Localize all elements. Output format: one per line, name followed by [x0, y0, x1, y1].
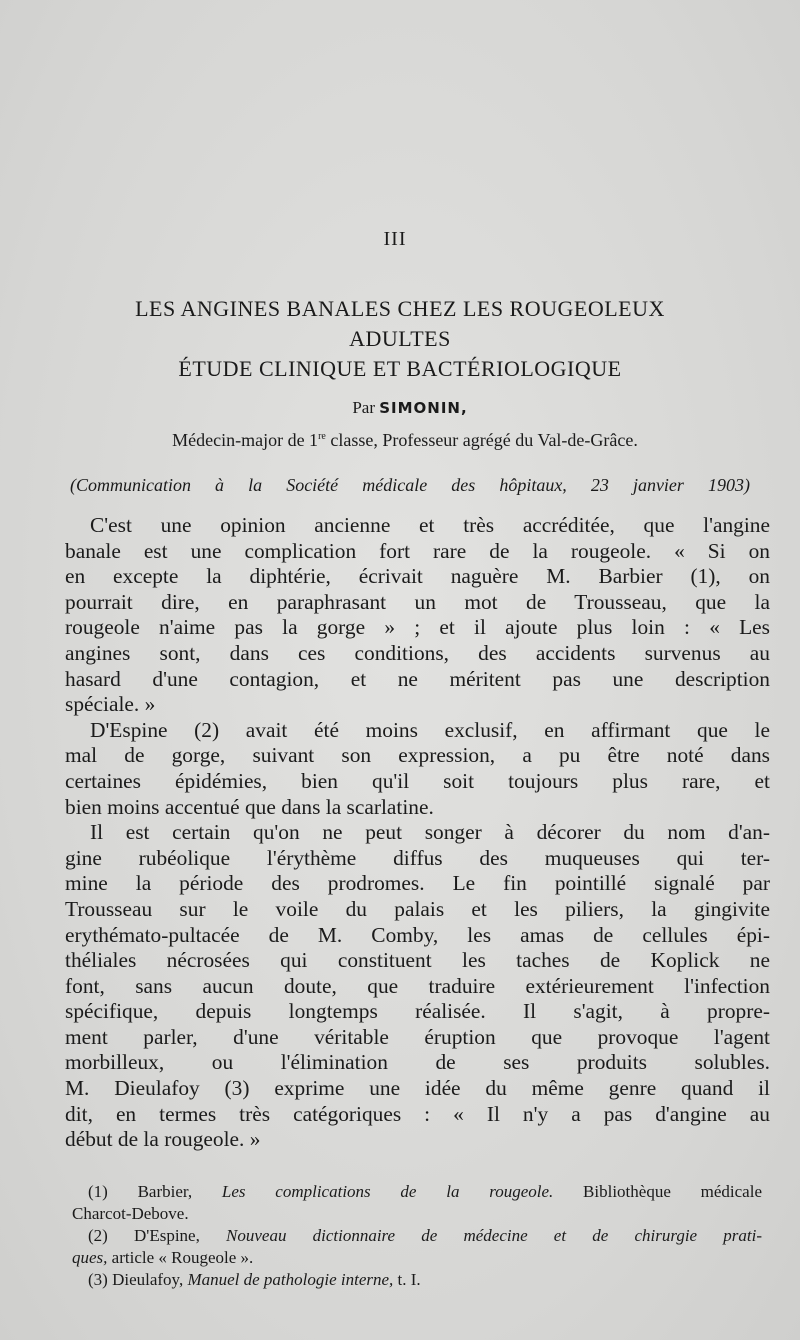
footnote-1-title: Les complications de la rougeole.: [221, 1182, 554, 1201]
footnote-2-source: article « Rougeole ».: [107, 1248, 254, 1267]
text-line: mine la période des prodromes. Le fin pointillé signalé par: [65, 871, 770, 896]
author-name: SIMONIN,: [379, 399, 468, 417]
text-line: ment parler, d'une véritable éruption que provoque l'agent: [65, 1024, 770, 1049]
text-line: hasard d'une contagion, et ne méritent pas une description: [65, 666, 770, 691]
title-line-1: LES ANGINES BANALES CHEZ LES ROUGEOLEUX: [135, 296, 665, 321]
text-line: C'est une opinion ancienne et très accréditée, que l'angine: [90, 513, 770, 537]
author-affiliation: [60, 430, 750, 451]
text-line: bien moins accentué que dans la scarlatine.: [65, 794, 434, 819]
text-line: Il est certain qu'on ne peut songer à décorer du nom d'an-: [90, 820, 770, 845]
affiliation-pre: Médecin-major de 1: [172, 430, 319, 450]
footnote-1-cont: Charcot-Debove.: [72, 1204, 189, 1223]
text-line: rougeole n'aime pas la gorge » ; et il ajoute plus loin : « Les: [65, 615, 770, 640]
text-line: morbilleux, ou l'élimination de ses produits solubles.: [65, 1050, 770, 1075]
text-line: erythémato-pultacée de M. Comby, les amas de cellules épi-: [65, 922, 770, 947]
text-line: en excepte la diphtérie, écrivait naguère M. Barbier (1), on: [65, 564, 770, 589]
title-line-2: ADULTES: [349, 326, 451, 351]
footnote-2-author: (2) D'Espine,: [88, 1226, 227, 1245]
footnote-1: [72, 1181, 762, 1203]
text-line: mal de gorge, suivant son expression, a pu être noté dans: [65, 743, 770, 768]
title-line-3: ÉTUDE CLINIQUE ET BACTÉRIOLOGIQUE: [178, 356, 622, 381]
text-line: théliales nécrosées qui constituent les taches de Koplick ne: [65, 948, 770, 973]
footnote-2-title-cont: ques,: [72, 1248, 108, 1267]
footnote-3-source: t. I.: [393, 1270, 421, 1289]
footnotes: [72, 1181, 762, 1291]
footnote-2-cont: [72, 1247, 762, 1269]
footnote-3: [72, 1269, 762, 1291]
text-line: D'Espine (2) avait été moins exclusif, en affirmant que le: [90, 717, 770, 742]
text-line: spécifique, depuis longtemps réalisée. Il s'agit, à propre-: [65, 999, 770, 1024]
text-line: angines sont, dans ces conditions, des accidents survenus au: [65, 640, 770, 665]
text-line: certaines épidémies, bien qu'il soit toujours plus rare, et: [65, 768, 770, 793]
footnote-2: [72, 1225, 762, 1247]
affiliation-post: classe, Professeur agrégé du Val-de-Grâce.: [325, 430, 638, 450]
body-text: [65, 513, 770, 1153]
affiliation-sup: re: [318, 431, 326, 442]
footnote-1-source: Bibliothèque médicale: [553, 1182, 762, 1201]
byline-prefix: Par: [352, 398, 375, 417]
communication-note: (Communication à la Société médicale des hôpitaux, 23 janvier 1903): [70, 475, 750, 495]
byline: [0, 398, 800, 418]
text-line: M. Dieulafoy (3) exprime une idée du même genre quand il: [65, 1076, 770, 1101]
footnote-3-author: (3) Dieulafoy,: [88, 1270, 188, 1289]
text-line: dit, en termes très catégoriques : « Il n'y a pas d'angine au: [65, 1101, 770, 1126]
footnote-1-author: (1) Barbier,: [88, 1182, 222, 1201]
text-line: gine rubéolique l'érythème diffus des muqueuses qui ter-: [65, 845, 770, 870]
text-line: début de la rougeole. »: [65, 1127, 261, 1152]
text-line: banale est une complication fort rare de la rougeole. « Si on: [65, 538, 770, 563]
text-line: pourrait dire, en paraphrasant un mot de Trousseau, que la: [65, 589, 770, 614]
chapter-number: III: [383, 228, 407, 250]
footnote-3-title: Manuel de pathologie interne,: [187, 1270, 394, 1289]
footnote-2-title: Nouveau dictionnaire de médecine et de chirurgie prati-: [226, 1226, 762, 1245]
text-line: font, sans aucun doute, que traduire extérieurement l'infection: [65, 973, 770, 998]
text-line: Trousseau sur le voile du palais et les piliers, la gingivite: [65, 896, 770, 921]
text-line: spéciale. »: [65, 692, 156, 717]
